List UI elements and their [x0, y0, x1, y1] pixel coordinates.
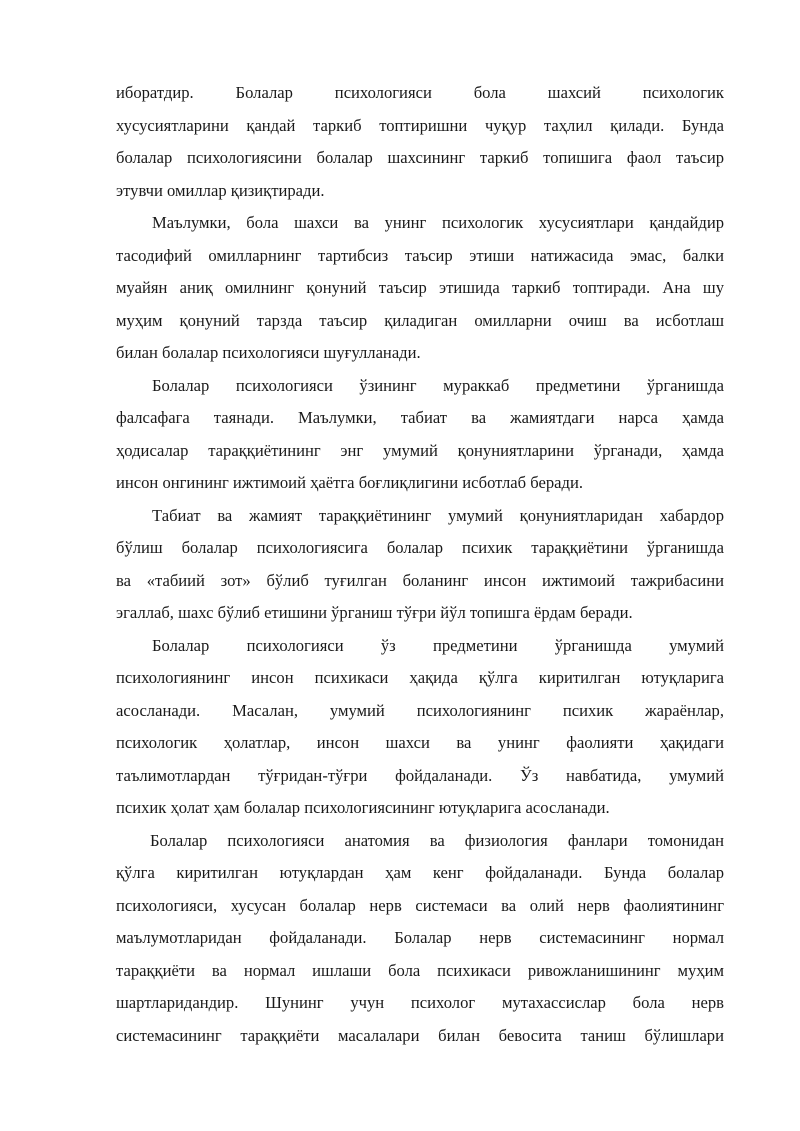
text-line: Маълумки, бола шахси ва унинг психологик хусусиятлари қандайдир: [152, 213, 724, 232]
text-line: Болалар психологияси анатомия ва физиология фанлари томонидан: [150, 830, 724, 850]
text-line: болалар психологиясини болалар шахсининг таркиб топишига фаол таъсир: [116, 148, 724, 167]
paragraph-5: [116, 630, 724, 825]
text-line: психик ҳолат ҳам болалар психологиясининг ютуқларига асосланади.: [116, 798, 610, 817]
text-line: муайян аниқ омилнинг қонуний таъсир этишида таркиб топтиради. Ана шу: [116, 278, 724, 297]
text-line: таълимотлардан тўғридан-тўғри фойдаланади. Ўз навбатида, умумий: [116, 765, 724, 785]
text-line: фалсафага таянади. Маълумки, табиат ва жамиятдаги нарса ҳамда: [116, 408, 724, 427]
paragraph-1: [116, 77, 724, 207]
text-line: Болалар психологияси ўзининг мураккаб предметини ўрганишда: [152, 375, 724, 395]
text-line: тасодифий омилларнинг тартибсиз таъсир этиши натижасида эмас, балки: [116, 245, 724, 265]
text-line: системасининг тараққиёти масалалари билан бевосита таниш бўлишлари: [116, 1025, 724, 1045]
document-body: [116, 77, 724, 1052]
text-line: Табиат ва жамият тараққиётининг умумий қонуниятларидан хабардор: [152, 505, 724, 525]
text-line: психологиянинг инсон психикаси ҳақида қўлга киритилган ютуқларига: [116, 668, 724, 687]
text-line: инсон онгининг ижтимоий ҳаётга боғлиқлигини исботлаб беради.: [116, 473, 583, 492]
text-line: тараққиёти ва нормал ишлаши бола психикаси ривожланишининг муҳим: [116, 960, 724, 980]
text-line: психологик ҳолатлар, инсон шахси ва унинг фаолияти ҳақидаги: [116, 733, 724, 752]
paragraph-4: [116, 500, 724, 630]
paragraph-6: [116, 825, 724, 1053]
text-line: психологияси, хусусан болалар нерв системаси ва олий нерв фаолиятининг: [116, 895, 724, 915]
text-line: муҳим қонуний тарзда таъсир қиладиган омилларни очиш ва исботлаш: [116, 310, 724, 330]
text-line: бўлиш болалар психологиясига болалар психик тараққиётини ўрганишда: [116, 538, 724, 557]
text-line: эгаллаб, шахс бўлиб етишини ўрганиш тўғри йўл топишга ёрдам беради.: [116, 603, 633, 622]
text-line: иборатдир. Болалар психологияси бола шахсий психологик: [116, 83, 724, 102]
text-line: шартларидандир. Шунинг учун психолог мутахассислар бола нерв: [116, 993, 724, 1012]
paragraph-2: [116, 207, 724, 370]
text-line: ва «табиий зот» бўлиб туғилган боланинг инсон ижтимоий тажрибасини: [116, 570, 724, 590]
paragraph-3: [116, 370, 724, 500]
text-line: этувчи омиллар қизиқтиради.: [116, 180, 325, 200]
text-line: асосланади. Масалан, умумий психологиянинг психик жараёнлар,: [116, 700, 724, 720]
text-line: Болалар психологияси ўз предметини ўрганишда умумий: [152, 635, 724, 655]
text-line: билан болалар психологияси шуғулланади.: [116, 343, 421, 362]
text-line: хусусиятларини қандай таркиб топтиришни чуқур таҳлил қилади. Бунда: [116, 115, 724, 135]
text-line: маълумотларидан фойдаланади. Болалар нерв системасининг нормал: [116, 928, 724, 947]
text-line: ҳодисалар тараққиётининг энг умумий қонуниятларини ўрганади, ҳамда: [116, 440, 724, 460]
text-line: қўлга киритилган ютуқлардан ҳам кенг фойдаланади. Бунда болалар: [116, 863, 724, 882]
